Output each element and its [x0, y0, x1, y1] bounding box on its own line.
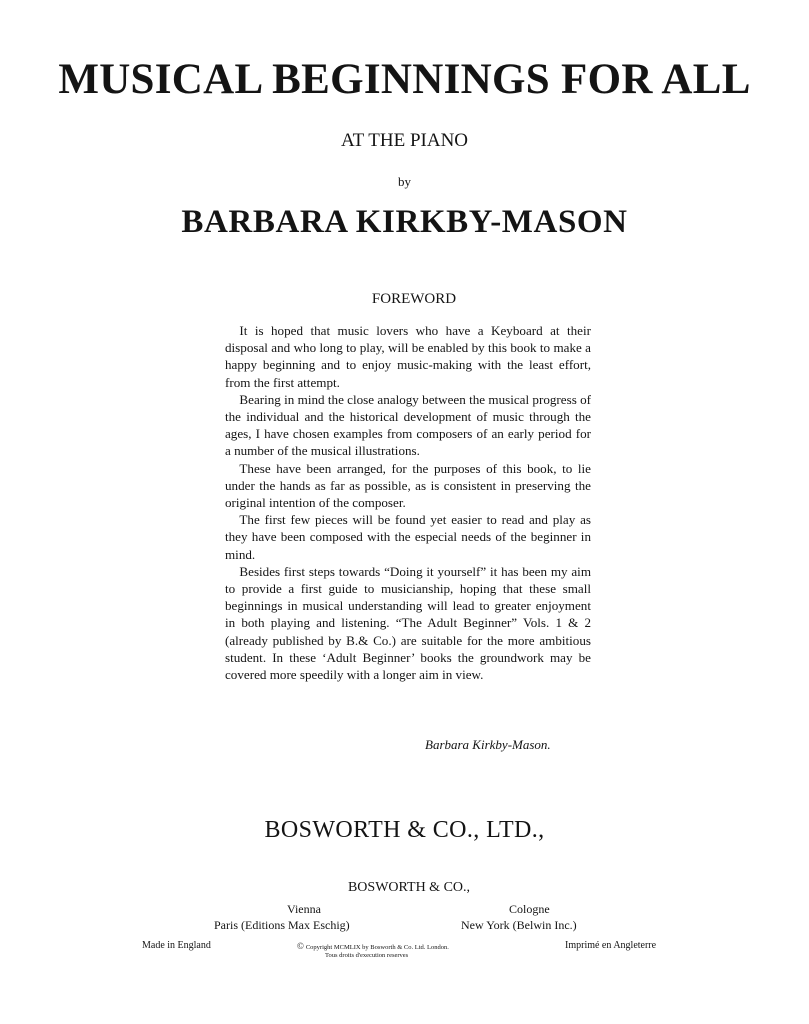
foreword-paragraph: Besides first steps towards “Doing it yourself” it has been my aim to provide a first guide to musicianship, hoping that these small beginnings in musical understanding will lead to greater enjoyment in both playing and listening. “The Adult Beginner” Vols. 1 & 2 (already published by B.& Co.) are suitable for the more ambitious student. In these ‘Adult Beginner’ books the groundwork may be covered more speedily with a longer aim in view.	[225, 563, 591, 683]
publisher-name: BOSWORTH & CO., LTD.,	[264, 817, 545, 843]
city-new-york: New York (Belwin Inc.)	[461, 918, 577, 932]
foreword-paragraph: It is hoped that music lovers who have a Keyboard at their disposal and who long to play, will be enabled by this book to make a happy beginning and to enjoy music-making with the least effort, from the first attempt.	[225, 323, 591, 390]
imprime-en-angleterre: Imprimé en Angleterre	[565, 940, 657, 951]
author-name: BARBARA KIRKBY-MASON	[181, 204, 628, 240]
foreword-paragraph: Bearing in mind the close analogy between the musical progress of the individual and the historical development of music through the ages, I have chosen examples from composers of an early period for a number of the musical illustrations.	[225, 391, 591, 459]
made-in-england: Made in England	[142, 940, 211, 951]
foreword-paragraph: The first few pieces will be found yet easier to read and play as they have been composed with the especial needs of the beginner in mind.	[225, 512, 591, 562]
copyright-icon: ©	[297, 941, 304, 951]
publisher-imprint: BOSWORTH & CO.,	[347, 880, 471, 895]
foreword-signature: Barbara Kirkby-Mason.	[425, 737, 551, 752]
foreword-heading: FOREWORD	[371, 291, 457, 307]
copyright-notice	[297, 941, 449, 951]
rights-notice: Tous droits d'execution reserves	[325, 952, 409, 959]
city-cologne: Cologne	[509, 902, 550, 916]
book-subtitle: AT THE PIANO	[340, 130, 469, 151]
city-vienna: Vienna	[287, 902, 321, 916]
book-title: MUSICAL BEGINNINGS FOR ALL	[58, 56, 751, 103]
foreword-paragraph: These have been arranged, for the purposes of this book, to lie under the hands as far as possible, as is consistent in preserving the original intention of the composer.	[225, 460, 591, 511]
city-paris: Paris (Editions Max Eschig)	[214, 918, 350, 932]
copyright-text: Copyright MCMLIX by Bosworth & Co. Ltd. London.	[305, 944, 449, 951]
by-line: by	[398, 174, 411, 189]
foreword-body	[225, 322, 591, 683]
